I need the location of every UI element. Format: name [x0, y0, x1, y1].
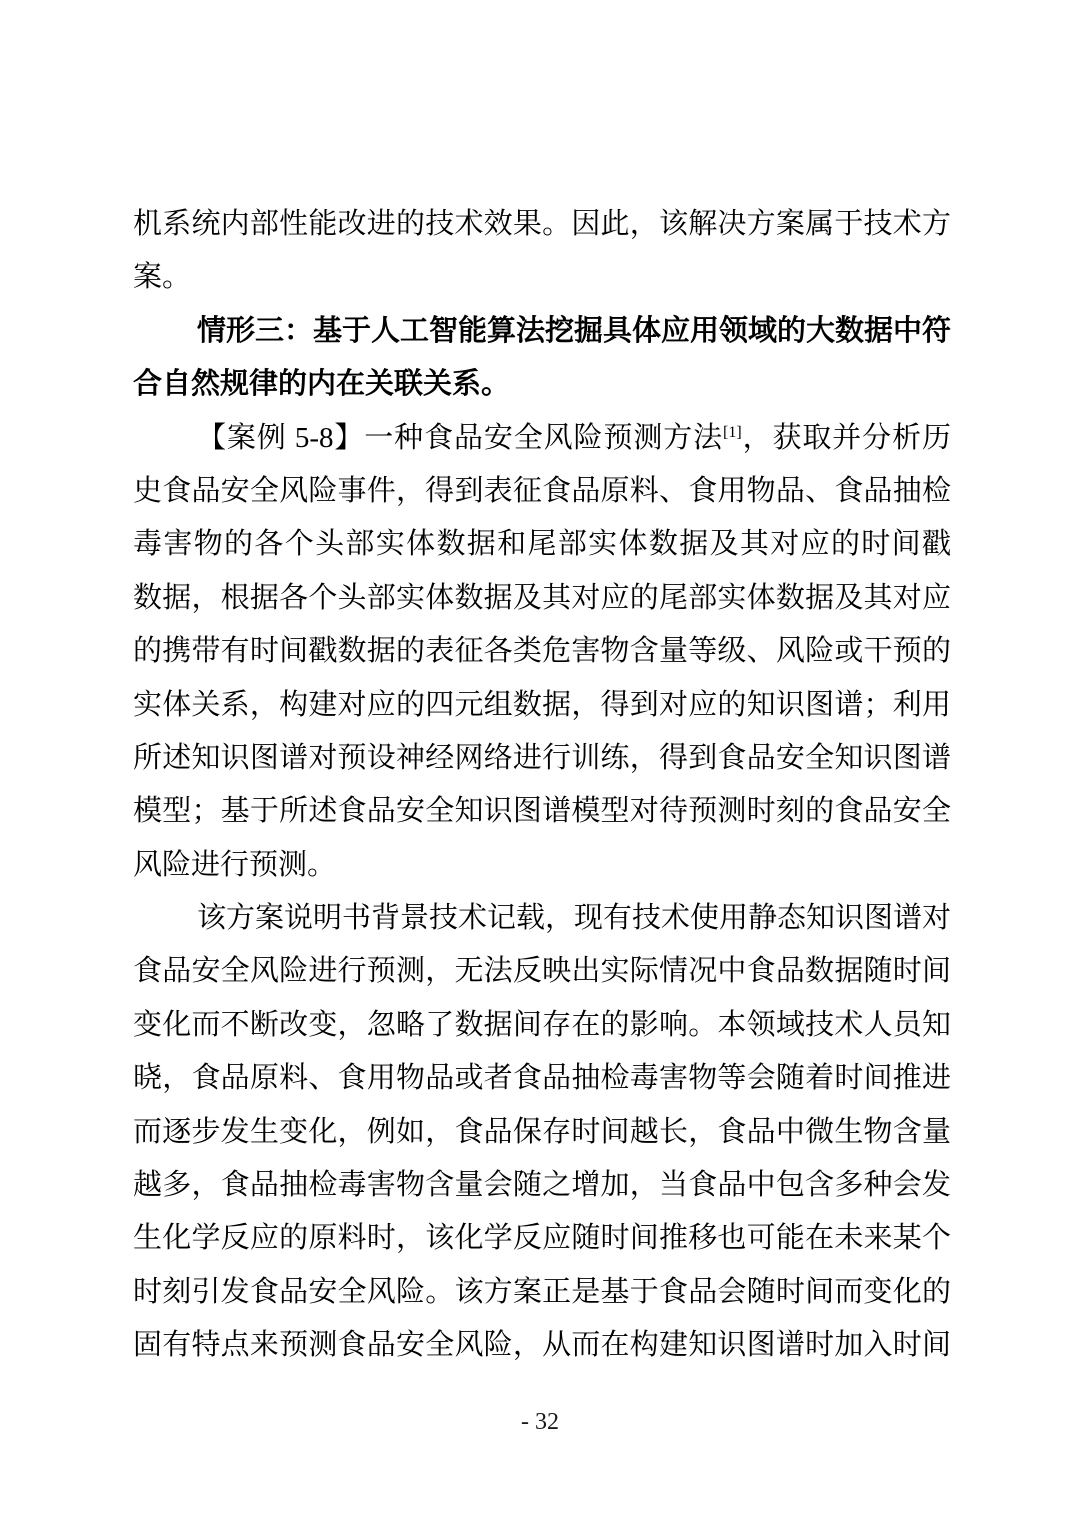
text-line: 风险进行预测。 — [133, 848, 337, 881]
text-line — [133, 412, 951, 465]
text-line: 变化而不断改变，忽略了数据间存在的影响。本领域技术人员知 — [133, 1008, 951, 1041]
document-body — [133, 198, 951, 1373]
text-line: 案。 — [133, 261, 192, 294]
text-line: 情形三：基于人工智能算法挖掘具体应用领域的大数据中符 — [197, 314, 951, 347]
para-continuation — [133, 198, 951, 305]
text-line: 而逐步发生变化，例如，食品保存时间越长，食品中微生物含量 — [133, 1115, 951, 1148]
text-segment: 【案例 5-8】一种食品安全风险预测方法 — [197, 421, 724, 454]
text-line: 模型；基于所述食品安全知识图谱模型对待预测时刻的食品安全 — [133, 795, 951, 828]
para-case-5-8 — [133, 412, 951, 893]
page-footer — [0, 1402, 1080, 1442]
heading-case-three — [133, 305, 951, 412]
text-segment: ，获取并分析历 — [741, 421, 951, 454]
page-number: - 32 — [521, 1409, 559, 1435]
text-line: 生化学反应的原料时，该化学反应随时间推移也可能在未来某个 — [133, 1222, 951, 1255]
text-line: 所述知识图谱对预设神经网络进行训练，得到食品安全知识图谱 — [133, 741, 951, 774]
text-line: 时刻引发食品安全风险。该方案正是基于食品会随时间而变化的 — [133, 1275, 951, 1308]
text-line: 食品安全风险进行预测，无法反映出实际情况中食品数据随时间 — [133, 955, 951, 988]
text-line: 越多，食品抽检毒害物含量会随之增加，当食品中包含多种会发 — [133, 1169, 951, 1202]
text-line: 该方案说明书背景技术记载，现有技术使用静态知识图谱对 — [197, 902, 951, 935]
text-line: 合自然规律的内在关联关系。 — [133, 368, 511, 401]
text-line: 毒害物的各个头部实体数据和尾部实体数据及其对应的时间戳 — [133, 528, 951, 561]
text-line: 实体关系，构建对应的四元组数据，得到对应的知识图谱；利用 — [133, 688, 951, 721]
text-line: 机系统内部性能改进的技术效果。因此，该解决方案属于技术方 — [133, 208, 951, 240]
text-line: 固有特点来预测食品安全风险，从而在构建知识图谱时加入时间 — [133, 1329, 951, 1362]
text-line: 数据，根据各个头部实体数据及其对应的尾部实体数据及其对应 — [133, 581, 951, 614]
footnote-ref: [1] — [723, 423, 742, 441]
text-line: 史食品安全风险事件，得到表征食品原料、食用物品、食品抽检 — [133, 474, 951, 507]
text-line: 晓，食品原料、食用物品或者食品抽检毒害物等会随着时间推进 — [133, 1062, 951, 1095]
para-background-art — [133, 892, 951, 1373]
text-line: 的携带有时间戳数据的表征各类危害物含量等级、风险或干预的 — [133, 635, 951, 668]
